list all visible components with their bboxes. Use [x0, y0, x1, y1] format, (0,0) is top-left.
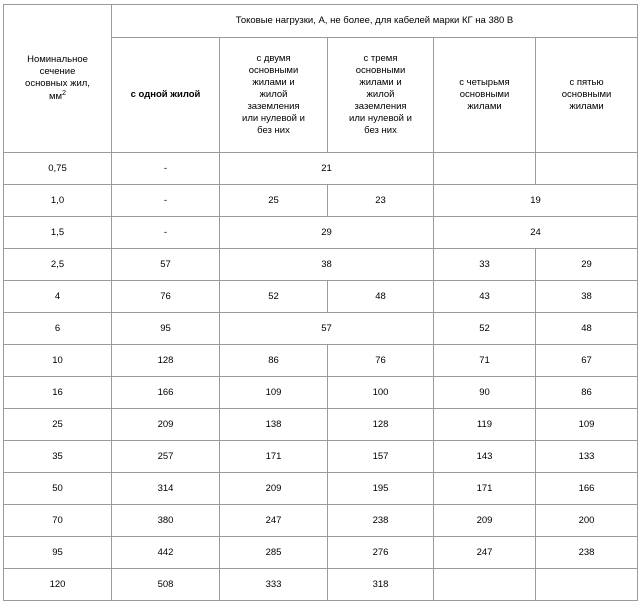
column-header-3-core-line3: жилами и — [359, 77, 402, 89]
table-row — [4, 185, 638, 217]
table-cell: 276 — [328, 537, 434, 569]
table-cell: 19 — [434, 185, 638, 217]
table-cell: - — [112, 217, 220, 249]
table-cell — [536, 569, 638, 601]
row-section-value: 1,0 — [4, 185, 112, 217]
table-cell — [536, 153, 638, 185]
column-header-2-core-line5: заземления — [247, 100, 300, 112]
corner-header-superscript: 2 — [62, 89, 66, 97]
row-section-value: 4 — [4, 281, 112, 313]
corner-header-line2: сечение — [39, 66, 76, 78]
table-body — [4, 153, 638, 601]
table-cell: 109 — [536, 409, 638, 441]
column-header-5-core-line2: основными — [561, 89, 612, 101]
row-section-value: 6 — [4, 313, 112, 345]
table-cell: 318 — [328, 569, 434, 601]
table-cell: 333 — [220, 569, 328, 601]
table-row — [4, 473, 638, 505]
corner-header-line4: мм — [49, 90, 63, 102]
table-cell: 43 — [434, 281, 536, 313]
column-header-3-core-line6: или нулевой и — [349, 112, 412, 124]
table-cell: 109 — [220, 377, 328, 409]
table-cell: 195 — [328, 473, 434, 505]
column-header-2-core-line7: без них — [257, 124, 290, 136]
row-section-value: 50 — [4, 473, 112, 505]
row-section-value: 35 — [4, 441, 112, 473]
table-cell: 138 — [220, 409, 328, 441]
column-header-1-core — [112, 38, 220, 153]
table-cell: 21 — [220, 153, 434, 185]
row-section-value: 25 — [4, 409, 112, 441]
table-cell: 95 — [112, 313, 220, 345]
table-cell: 57 — [220, 313, 434, 345]
table-cell: 238 — [328, 505, 434, 537]
corner-header-cell — [4, 5, 112, 153]
table-cell: 247 — [434, 537, 536, 569]
column-header-2-core — [220, 38, 328, 153]
table-cell: 48 — [328, 281, 434, 313]
row-section-value: 0,75 — [4, 153, 112, 185]
column-header-3-core — [328, 38, 434, 153]
row-section-value: 1,5 — [4, 217, 112, 249]
table-row — [4, 217, 638, 249]
column-header-4-core-line2: основными — [459, 89, 510, 101]
column-header-1-core-line1: с одной жилой — [130, 89, 201, 101]
table-cell: 67 — [536, 345, 638, 377]
row-section-value: 120 — [4, 569, 112, 601]
table-row — [4, 281, 638, 313]
row-section-value: 70 — [4, 505, 112, 537]
column-header-4-core-line1: с четырьмя — [459, 77, 510, 89]
row-section-value: 2,5 — [4, 249, 112, 281]
column-header-3-core-line4: жилой — [366, 89, 395, 101]
column-header-5-core — [536, 38, 638, 153]
table-cell: 247 — [220, 505, 328, 537]
corner-header-line1: Номинальное — [27, 54, 88, 66]
table-cell: 48 — [536, 313, 638, 345]
table-row — [4, 441, 638, 473]
table-cell: 171 — [434, 473, 536, 505]
table-row — [4, 505, 638, 537]
table-cell: 133 — [536, 441, 638, 473]
row-section-value: 16 — [4, 377, 112, 409]
column-header-3-core-line2: основными — [355, 65, 406, 77]
current-load-table — [3, 4, 638, 601]
table-cell: 166 — [112, 377, 220, 409]
table-cell: 508 — [112, 569, 220, 601]
table-row — [4, 249, 638, 281]
table-cell: 166 — [536, 473, 638, 505]
column-header-2-core-line6: или нулевой и — [242, 112, 305, 124]
column-header-2-core-line1: с двумя — [256, 53, 291, 65]
column-header-3-core-line5: заземления — [354, 100, 407, 112]
table-cell: 128 — [328, 409, 434, 441]
column-header-5-core-line1: с пятью — [569, 77, 604, 89]
table-cell: 86 — [220, 345, 328, 377]
table-cell: 143 — [434, 441, 536, 473]
table-cell: 119 — [434, 409, 536, 441]
table-cell: 128 — [112, 345, 220, 377]
table-cell — [434, 569, 536, 601]
column-header-2-core-line2: основными — [248, 65, 299, 77]
table-row — [4, 153, 638, 185]
table-cell: 24 — [434, 217, 638, 249]
column-header-2-core-line4: жилой — [259, 89, 288, 101]
corner-header-line3: основных жил, — [25, 77, 90, 89]
column-header-5-core-line3: жилами — [569, 100, 604, 112]
column-header-3-core-line1: с тремя — [363, 53, 398, 65]
table-cell: 76 — [112, 281, 220, 313]
table-cell: 257 — [112, 441, 220, 473]
table-row — [4, 345, 638, 377]
table-cell: 23 — [328, 185, 434, 217]
table-cell: 100 — [328, 377, 434, 409]
column-header-2-core-line3: жилами и — [252, 77, 295, 89]
table-cell: - — [112, 153, 220, 185]
table-cell: 209 — [434, 505, 536, 537]
table-cell: 209 — [220, 473, 328, 505]
table-row — [4, 537, 638, 569]
column-header-4-core-line3: жилами — [467, 100, 502, 112]
table-cell: 86 — [536, 377, 638, 409]
table-cell: 442 — [112, 537, 220, 569]
table-cell: 285 — [220, 537, 328, 569]
table-cell: 200 — [536, 505, 638, 537]
table-cell: 52 — [434, 313, 536, 345]
table-row — [4, 409, 638, 441]
table-cell: 76 — [328, 345, 434, 377]
row-section-value: 95 — [4, 537, 112, 569]
table-cell: 209 — [112, 409, 220, 441]
table-cell: 157 — [328, 441, 434, 473]
row-section-value: 10 — [4, 345, 112, 377]
table-cell: - — [112, 185, 220, 217]
table-cell — [434, 153, 536, 185]
column-header-4-core — [434, 38, 536, 153]
table-cell: 25 — [220, 185, 328, 217]
table-cell: 38 — [536, 281, 638, 313]
table-cell: 380 — [112, 505, 220, 537]
table-cell: 38 — [220, 249, 434, 281]
table-row — [4, 377, 638, 409]
table-cell: 57 — [112, 249, 220, 281]
table-cell: 314 — [112, 473, 220, 505]
column-header-3-core-line7: без них — [364, 124, 397, 136]
table-cell: 171 — [220, 441, 328, 473]
table-row — [4, 313, 638, 345]
table-cell: 29 — [220, 217, 434, 249]
table-cell: 52 — [220, 281, 328, 313]
table-cell: 33 — [434, 249, 536, 281]
table-cell: 71 — [434, 345, 536, 377]
table-cell: 29 — [536, 249, 638, 281]
table-top-header: Токовые нагрузки, А, не более, для кабелей марки КГ на 380 В — [112, 5, 638, 38]
table-header-top-row — [4, 5, 638, 38]
table-header — [4, 5, 638, 153]
table-cell: 90 — [434, 377, 536, 409]
table-row — [4, 569, 638, 601]
table-cell: 238 — [536, 537, 638, 569]
